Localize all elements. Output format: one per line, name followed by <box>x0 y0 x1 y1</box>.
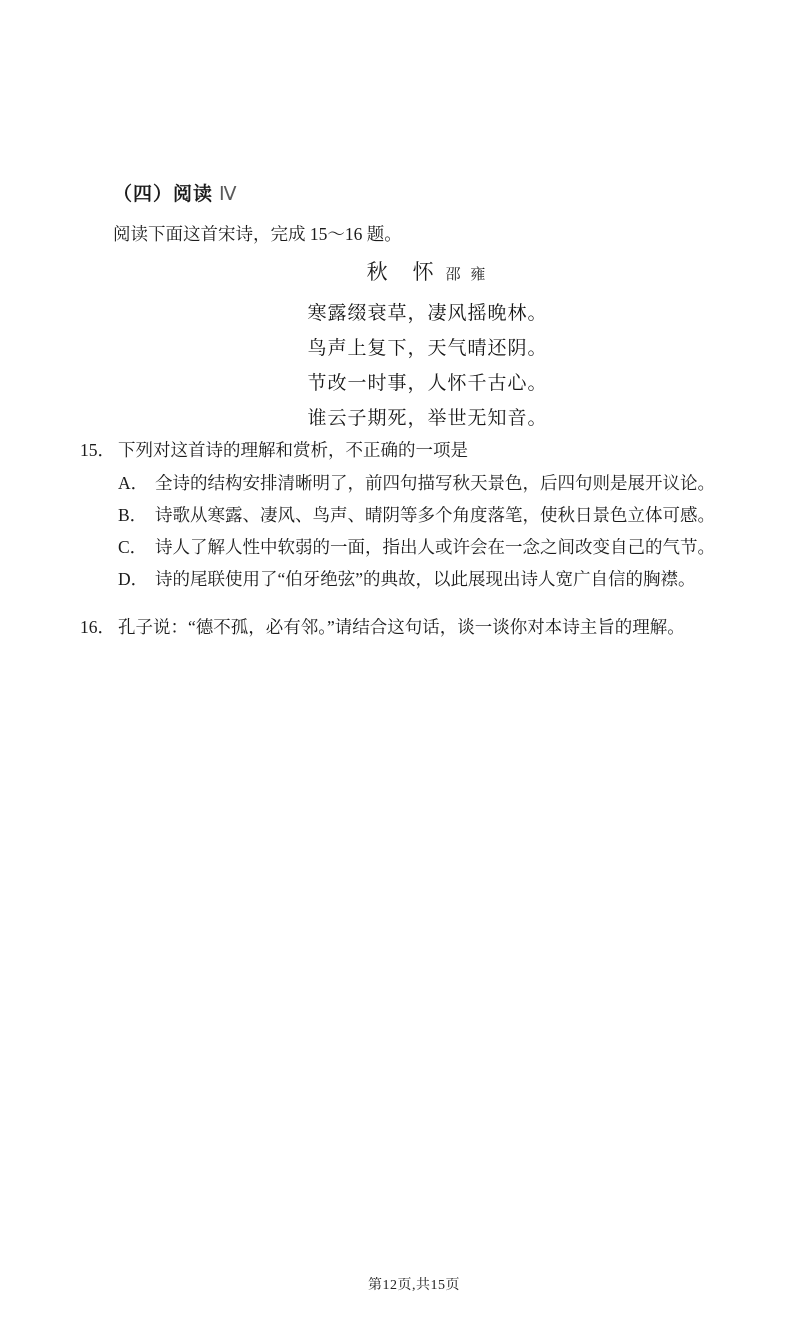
option-a-text: 全诗的结构安排清晰明了，前四句描写秋天景色，后四句则是展开议论。 <box>155 473 715 493</box>
poem-title: 秋 怀 <box>366 260 436 284</box>
option-b-text: 诗歌从寒露、凄风、鸟声、晴阴等多个角度落笔，使秋日景色立体可感。 <box>155 505 715 525</box>
question-15-stem-row <box>80 438 760 462</box>
question-15-stem: 下列对这首诗的理解和赏析，不正确的一项是 <box>118 440 468 460</box>
poem-line: 节改一时事，人怀千古心。 <box>307 373 548 394</box>
poem-line: 谁云子期死，举世无知音。 <box>307 408 548 429</box>
option-row-c <box>118 536 760 559</box>
question-15 <box>80 438 760 591</box>
poem-block <box>80 257 775 436</box>
section-title: （四）阅读 <box>113 184 214 205</box>
option-row-b <box>118 504 760 527</box>
page-footer: 第12页,共15页 <box>368 1278 460 1293</box>
option-b-label: B． <box>118 505 148 525</box>
poem-line: 寒露缀衰草，凄风摇晚林。 <box>307 303 548 324</box>
section-header <box>113 183 239 207</box>
question-15-number: 15． <box>80 440 115 460</box>
question-16-stem-row <box>80 615 760 639</box>
option-a-label: A． <box>118 473 149 493</box>
question-16-stem: 孔子说：“德不孤，必有邻。”请结合这句话，谈一谈你对本诗主旨的理解。 <box>118 617 685 637</box>
poem-lines <box>80 296 775 436</box>
question-16 <box>80 615 760 639</box>
option-c-label: C． <box>118 537 148 557</box>
option-d-text: 诗的尾联使用了“伯牙绝弦”的典故，以此展现出诗人宽广自信的胸襟。 <box>155 569 696 589</box>
option-row-d <box>118 568 760 591</box>
option-d-label: D． <box>118 569 149 589</box>
option-row-a <box>118 472 760 495</box>
section-roman-numeral: Ⅳ <box>219 184 239 205</box>
option-c-text: 诗人了解人性中软弱的一面，指出人或许会在一念之间改变自己的气节。 <box>155 537 715 557</box>
intro-text: 阅读下面这首宋诗，完成 15～16 题。 <box>113 224 402 244</box>
question-16-number: 16． <box>80 617 115 637</box>
poem-line: 鸟声上复下，天气晴还阴。 <box>307 338 548 359</box>
poem-title-row <box>80 257 775 290</box>
question-15-options <box>80 472 760 591</box>
poem-author: 邵 雍 <box>445 267 489 283</box>
